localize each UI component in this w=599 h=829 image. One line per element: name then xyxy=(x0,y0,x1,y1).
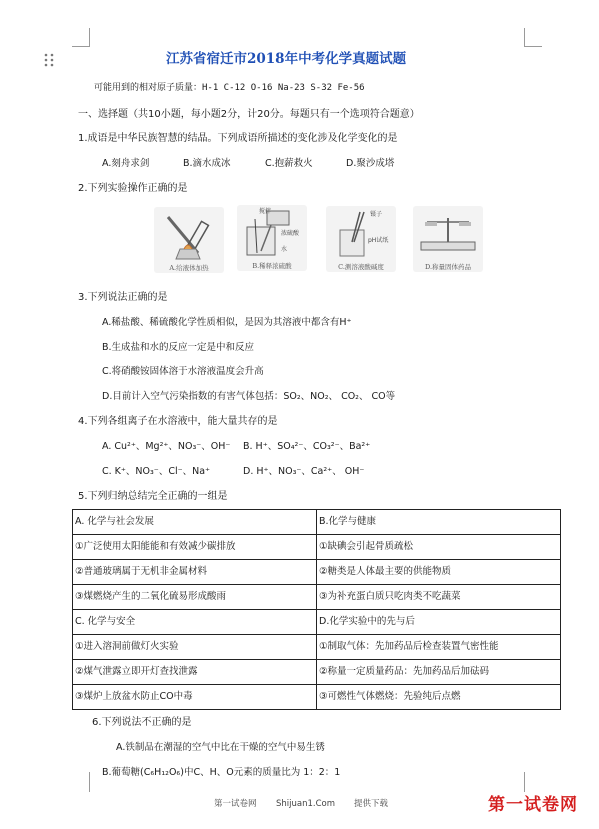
q6-stem: 6.下列说法不正确的是 xyxy=(92,717,192,728)
crop-mark xyxy=(524,46,542,47)
q2-label-stir: 搅拌 xyxy=(259,208,272,215)
q2-caption-c: C.测溶液酸碱度 xyxy=(338,262,384,271)
q1-option-c: C.抱薪救火 xyxy=(265,158,313,169)
q2-label-acid: 浓硫酸 xyxy=(281,230,300,237)
page-title: 江苏省宿迁市2018年中考化学真题试题 xyxy=(166,51,407,67)
watermark-logo: 第一试卷网 xyxy=(488,795,578,815)
table-cell: ②糖类是人体最主要的供能物质 xyxy=(317,560,561,585)
q1-option-d: D.聚沙成塔 xyxy=(346,158,395,169)
crop-mark xyxy=(89,28,90,46)
q2-figure-d xyxy=(413,206,483,272)
footer-mid[interactable]: Shijuan1.Com xyxy=(276,799,336,809)
q4-option-b: B. H⁺、SO₄²⁻、CO₃²⁻、Ba²⁺ xyxy=(243,441,371,452)
table-cell: ②煤气泄露立即开灯查找泄露 xyxy=(73,660,317,685)
q2-caption-b: B.稀释浓硫酸 xyxy=(252,261,292,270)
table-cell: ①进入溶洞前做灯火实验 xyxy=(73,635,317,660)
crop-mark xyxy=(89,772,90,792)
drag-handle-icon[interactable] xyxy=(43,53,55,67)
crop-mark xyxy=(524,772,525,792)
q2-stem: 2.下列实验操作正确的是 xyxy=(78,183,188,194)
q4-option-a: A. Cu²⁺、Mg²⁺、NO₃⁻、OH⁻ xyxy=(102,441,231,452)
table-cell: ③为补充蛋白质只吃肉类不吃蔬菜 xyxy=(317,585,561,610)
table-cell: ①广泛使用太阳能能和有效减少碳排放 xyxy=(73,535,317,560)
q3-option-c: C.将硝酸铵固体溶于水溶液温度会升高 xyxy=(102,366,264,377)
table-row xyxy=(73,560,561,585)
table-cell: ①制取气体：先加药品后检查装置气密性能 xyxy=(317,635,561,660)
table-cell: D.化学实验中的先与后 xyxy=(317,610,561,635)
q2-label-tweezers: 镊子 xyxy=(370,211,383,218)
q1-option-a: A.刻舟求剑 xyxy=(102,158,150,169)
table-cell: ①缺碘会引起骨质疏松 xyxy=(317,535,561,560)
q2-caption-a: A.给液体加热 xyxy=(169,263,209,272)
q2-figure-b xyxy=(237,205,307,271)
table-row xyxy=(73,510,561,535)
crop-mark xyxy=(524,28,525,46)
q4-option-d: D. H⁺、NO₃⁻、Ca²⁺、 OH⁻ xyxy=(243,466,365,477)
q3-stem: 3.下列说法正确的是 xyxy=(78,292,168,303)
crop-mark xyxy=(72,46,90,47)
q2-figure-a xyxy=(154,207,224,273)
table-row xyxy=(73,610,561,635)
footer-right: 提供下载 xyxy=(354,799,389,809)
q1-stem: 1.成语是中华民族智慧的结晶。下列成语所描述的变化涉及化学变化的是 xyxy=(78,133,398,144)
q3-option-d: D.目前计入空气污染指数的有害气体包括：SO₂、NO₂、 CO₂、 CO等 xyxy=(102,391,396,402)
table-row xyxy=(73,660,561,685)
q6-option-a: A.铁制品在潮湿的空气中比在干燥的空气中易生锈 xyxy=(116,742,325,753)
q2-label-water: 水 xyxy=(281,246,288,253)
table-cell: ②普通玻璃属于无机非金属材料 xyxy=(73,560,317,585)
table-row xyxy=(73,585,561,610)
q4-option-c: C. K⁺、NO₃⁻、Cl⁻、Na⁺ xyxy=(102,466,211,477)
table-cell: A. 化学与社会发展 xyxy=(73,510,317,535)
table-cell: ③煤炉上放盆水防止CO中毒 xyxy=(73,685,317,710)
q4-stem: 4.下列各组离子在水溶液中，能大量共存的是 xyxy=(78,416,278,427)
table-cell: C. 化学与安全 xyxy=(73,610,317,635)
table-row xyxy=(73,685,561,710)
q5-summary-table xyxy=(72,509,561,710)
footer-left: 第一试卷网 xyxy=(214,799,257,809)
q5-stem: 5.下列归纳总结完全正确的一组是 xyxy=(78,491,228,502)
q1-option-b: B.滴水成冰 xyxy=(183,158,231,169)
table-cell: B.化学与健康 xyxy=(317,510,561,535)
q2-label-ph: pH试纸 xyxy=(368,237,389,244)
table-cell: ③可燃性气体燃烧：先验纯后点燃 xyxy=(317,685,561,710)
q3-option-b: B.生成盐和水的反应一定是中和反应 xyxy=(102,342,255,353)
section-heading: 一、选择题（共10小题，每小题2分，计20分。每题只有一个选项符合题意） xyxy=(78,109,420,120)
q2-figure-c xyxy=(326,206,396,272)
table-cell: ②称量一定质量药品：先加药品后加砝码 xyxy=(317,660,561,685)
atomic-mass-line: 可能用到的相对原子质量：H-1 C-12 O-16 Na-23 S-32 Fe-56 xyxy=(94,83,365,93)
q2-caption-d: D.称量固体药品 xyxy=(424,262,472,271)
table-row xyxy=(73,635,561,660)
table-row xyxy=(73,535,561,560)
q3-option-a: A.稀盐酸、稀硫酸化学性质相似，是因为其溶液中都含有H⁺ xyxy=(102,317,352,328)
q6-option-b: B.葡萄糖(C₆H₁₂O₆)中C、H、O元素的质量比为 1：2：1 xyxy=(102,767,341,778)
table-cell: ③煤燃烧产生的二氧化硫易形成酸雨 xyxy=(73,585,317,610)
